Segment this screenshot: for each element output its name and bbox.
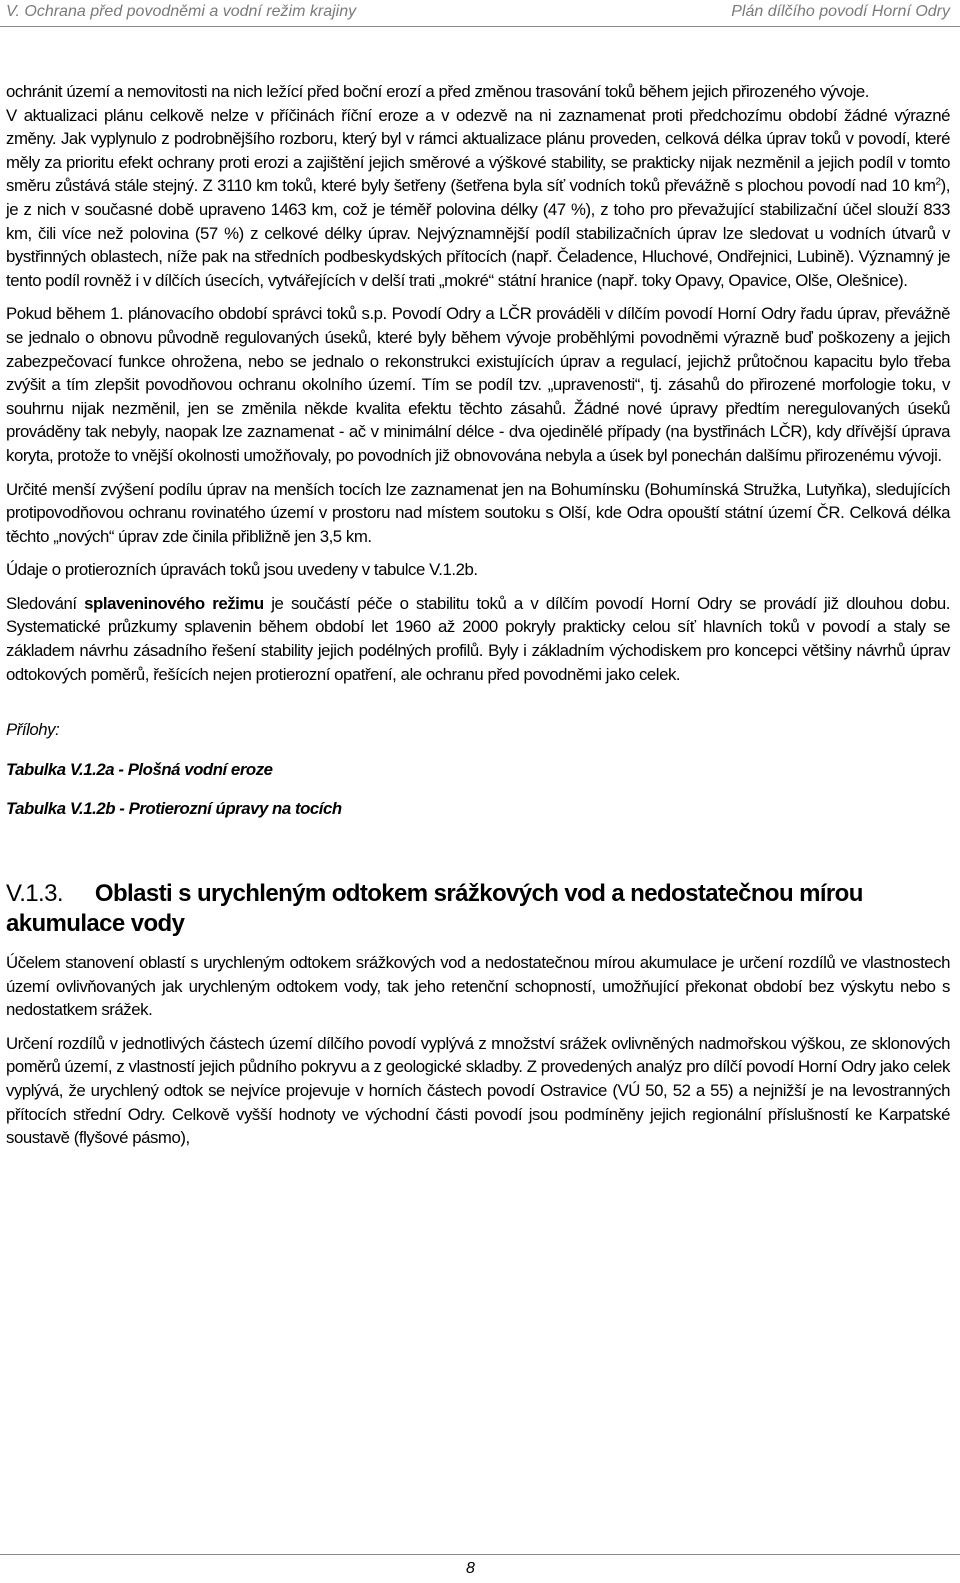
paragraph-6-bold: splaveninového režimu [84, 593, 264, 613]
attachments-label: Přílohy: [6, 720, 60, 740]
paragraph-2-text-a: V aktualizaci plánu celkově nelze v příčinách říční eroze a v odezvě na ni zaznamenat proti předchozímu období žádné výrazné změny. Jak vyplynulo z podrobnějšího rozboru, který byl v rámci aktualizace plánu proveden, celková délka úprav toků v povodí, které měly za prioritu efekt ochrany proti erozi a zajištění jejich směrové a výškové stability, se prakticky nijak nezměnil a jejich podíl v tomto směru zůstává stále stejný. Z 3110 km toků, které byly šetřeny (šetřena byla síť vodních toků převážně s plochou povodí nad 10 km [6, 105, 950, 196]
superscript-2: 2 [935, 176, 941, 188]
paragraph-1: ochránit území a nemovitosti na nich ležící před boční erozí a před změnou trasování toků během jejich přirozeného vývoje. [6, 82, 869, 101]
table-reference-a: Tabulka V.1.2a - Plošná vodní eroze [6, 759, 273, 779]
paragraph-5: Údaje o protierozních úpravách toků jsou uvedeny v tabulce V.1.2b. [6, 560, 478, 580]
document-body [6, 80, 950, 1160]
paragraph-2-text-b: ), je z nich v současné době upraveno 1463 km, což je téměř polovina délky (47 %), z toho pro převažující stabilizační účel slouží 833 km, čili více než polovina (57 %) z celkové délky úprav. Nejvýznamnější podíl stabilizačních úprav lze sledovat u vodních útvarů v bystřinných oblastech, níže pak na středních podbeskydských přítocích (např. Čeladence, Hluchové, Ondřejnici, Lubině). Významný je tento podíl rovněž i v dílčích úsecích, vytvářejících v delší trati „mokré“ státní hranice (např. toky Opavy, Opavice, Olše, Olešnice). [6, 176, 950, 290]
paragraph-3: Pokud během 1. plánovacího období správci toků s.p. Povodí Odry a LČR prováděli v dílčím povodí Horní Odry řadu úprav, převážně se jednalo o obnovu původně regulovaných úseků, které byly během vývoje proběhlými povodněmi výrazně buď poškozeny a jejich zabezpečovací funkce ohrožena, nebo se jednalo o rekonstrukci existujících úprav a regulací, jejichž průtočnou kapacitu bylo třeba zvýšit a tím zlepšit povodňovou ochranu okolního území. Tím se podíl tzv. „upravenosti“, tj. zásahů do přirozené morfologie toku, v souhrnu nijak nezměnil, jen se změnila někde kvalita efektu těchto zásahů. Žádné nové úpravy předtím neregulovaných úseků prováděny tak nebyly, naopak lze zaznamenat - ač v minimální délce - dva ojedinělé případy (na bystřinách LČR), kdy dřívější úprava koryta, protože to vnější okolnosti umožňovaly, po povodních již obnovována nebyla a úsek byl ponechán dalšímu přirozenému vývoji. [6, 304, 950, 465]
paragraph-6-text-a: Sledování [6, 593, 85, 613]
paragraph-4: Určité menší zvýšení podílu úprav na menších tocích lze zaznamenat jen na Bohumínsku (Bohumínská Stružka, Lutyňka), sledujících protipovodňovou ochranu rovinatého území v prostoru nad místem soutoku s Olší, kde Odra opouští státní území ČR. Celková délka těchto „nových“ úprav zde činila přibližně jen 3,5 km. [6, 479, 950, 546]
paragraph-2 [6, 104, 950, 293]
section-heading [6, 879, 950, 939]
page-number: 8 [466, 1560, 475, 1577]
header-document-title: Plán dílčího povodí Horní Odry [731, 3, 950, 20]
section-title: Oblasti s urychleným odtokem srážkových vod a nedostatečnou mírou akumulace vody [6, 880, 863, 938]
paragraph-6-text-b: je součástí péče o stabilitu toků a v dílčím povodí Horní Odry se provádí již dlouhou dobu. Systematické průzkumy splavenin během období let 1960 až 2000 pokryly prakticky celou síť hlavních toků v povodí a staly se základem návrhu zásadního řešení stability jejich podélných profilů. Byly i základním východiskem pro koncepci většiny návrhů úprav odtokových poměrů, řešících nejen protierozní opatření, ale ochranu před povodněmi jako celek. [6, 593, 950, 684]
page-header [0, 0, 960, 27]
header-chapter-title: V. Ochrana před povodněmi a vodní režim krajiny [6, 3, 357, 20]
paragraph-7: Účelem stanovení oblastí s urychleným odtokem srážkových vod a nedostatečnou mírou akumulace je určení rozdílů ve vlastnostech území ovlivňovaných jak urychleným odtokem vody, tak jeho retenční schopností, umožňující překonat období bez výskytu nebo s nedostatkem srážek. [6, 953, 950, 1020]
paragraph-6 [6, 592, 950, 686]
paragraph-8: Určení rozdílů v jednotlivých částech území dílčího povodí vyplývá z množství srážek ovlivněných nadmořskou výškou, ze sklonových poměrů území, z vlastností jejich půdního pokryvu a z geologické skladby. Z provedených analýz pro dílčí povodí Horní Odry jako celek vyplývá, že urychlený odtok se nejvíce projevuje v horních částech povodí Ostravice (VÚ 50, 52 a 55) a nejnižší je na levostranných přítocích střední Odry. Celkově vyšší hodnoty ve východní části povodí jsou podmíněny jejich regionální příslušností ke Karpatské soustavě (flyšové pásmo), [6, 1033, 950, 1148]
table-reference-b: Tabulka V.1.2b - Protierozní úpravy na tocích [6, 799, 342, 819]
page-footer-rule [0, 1554, 960, 1555]
section-number: V.1.3. [6, 880, 63, 908]
